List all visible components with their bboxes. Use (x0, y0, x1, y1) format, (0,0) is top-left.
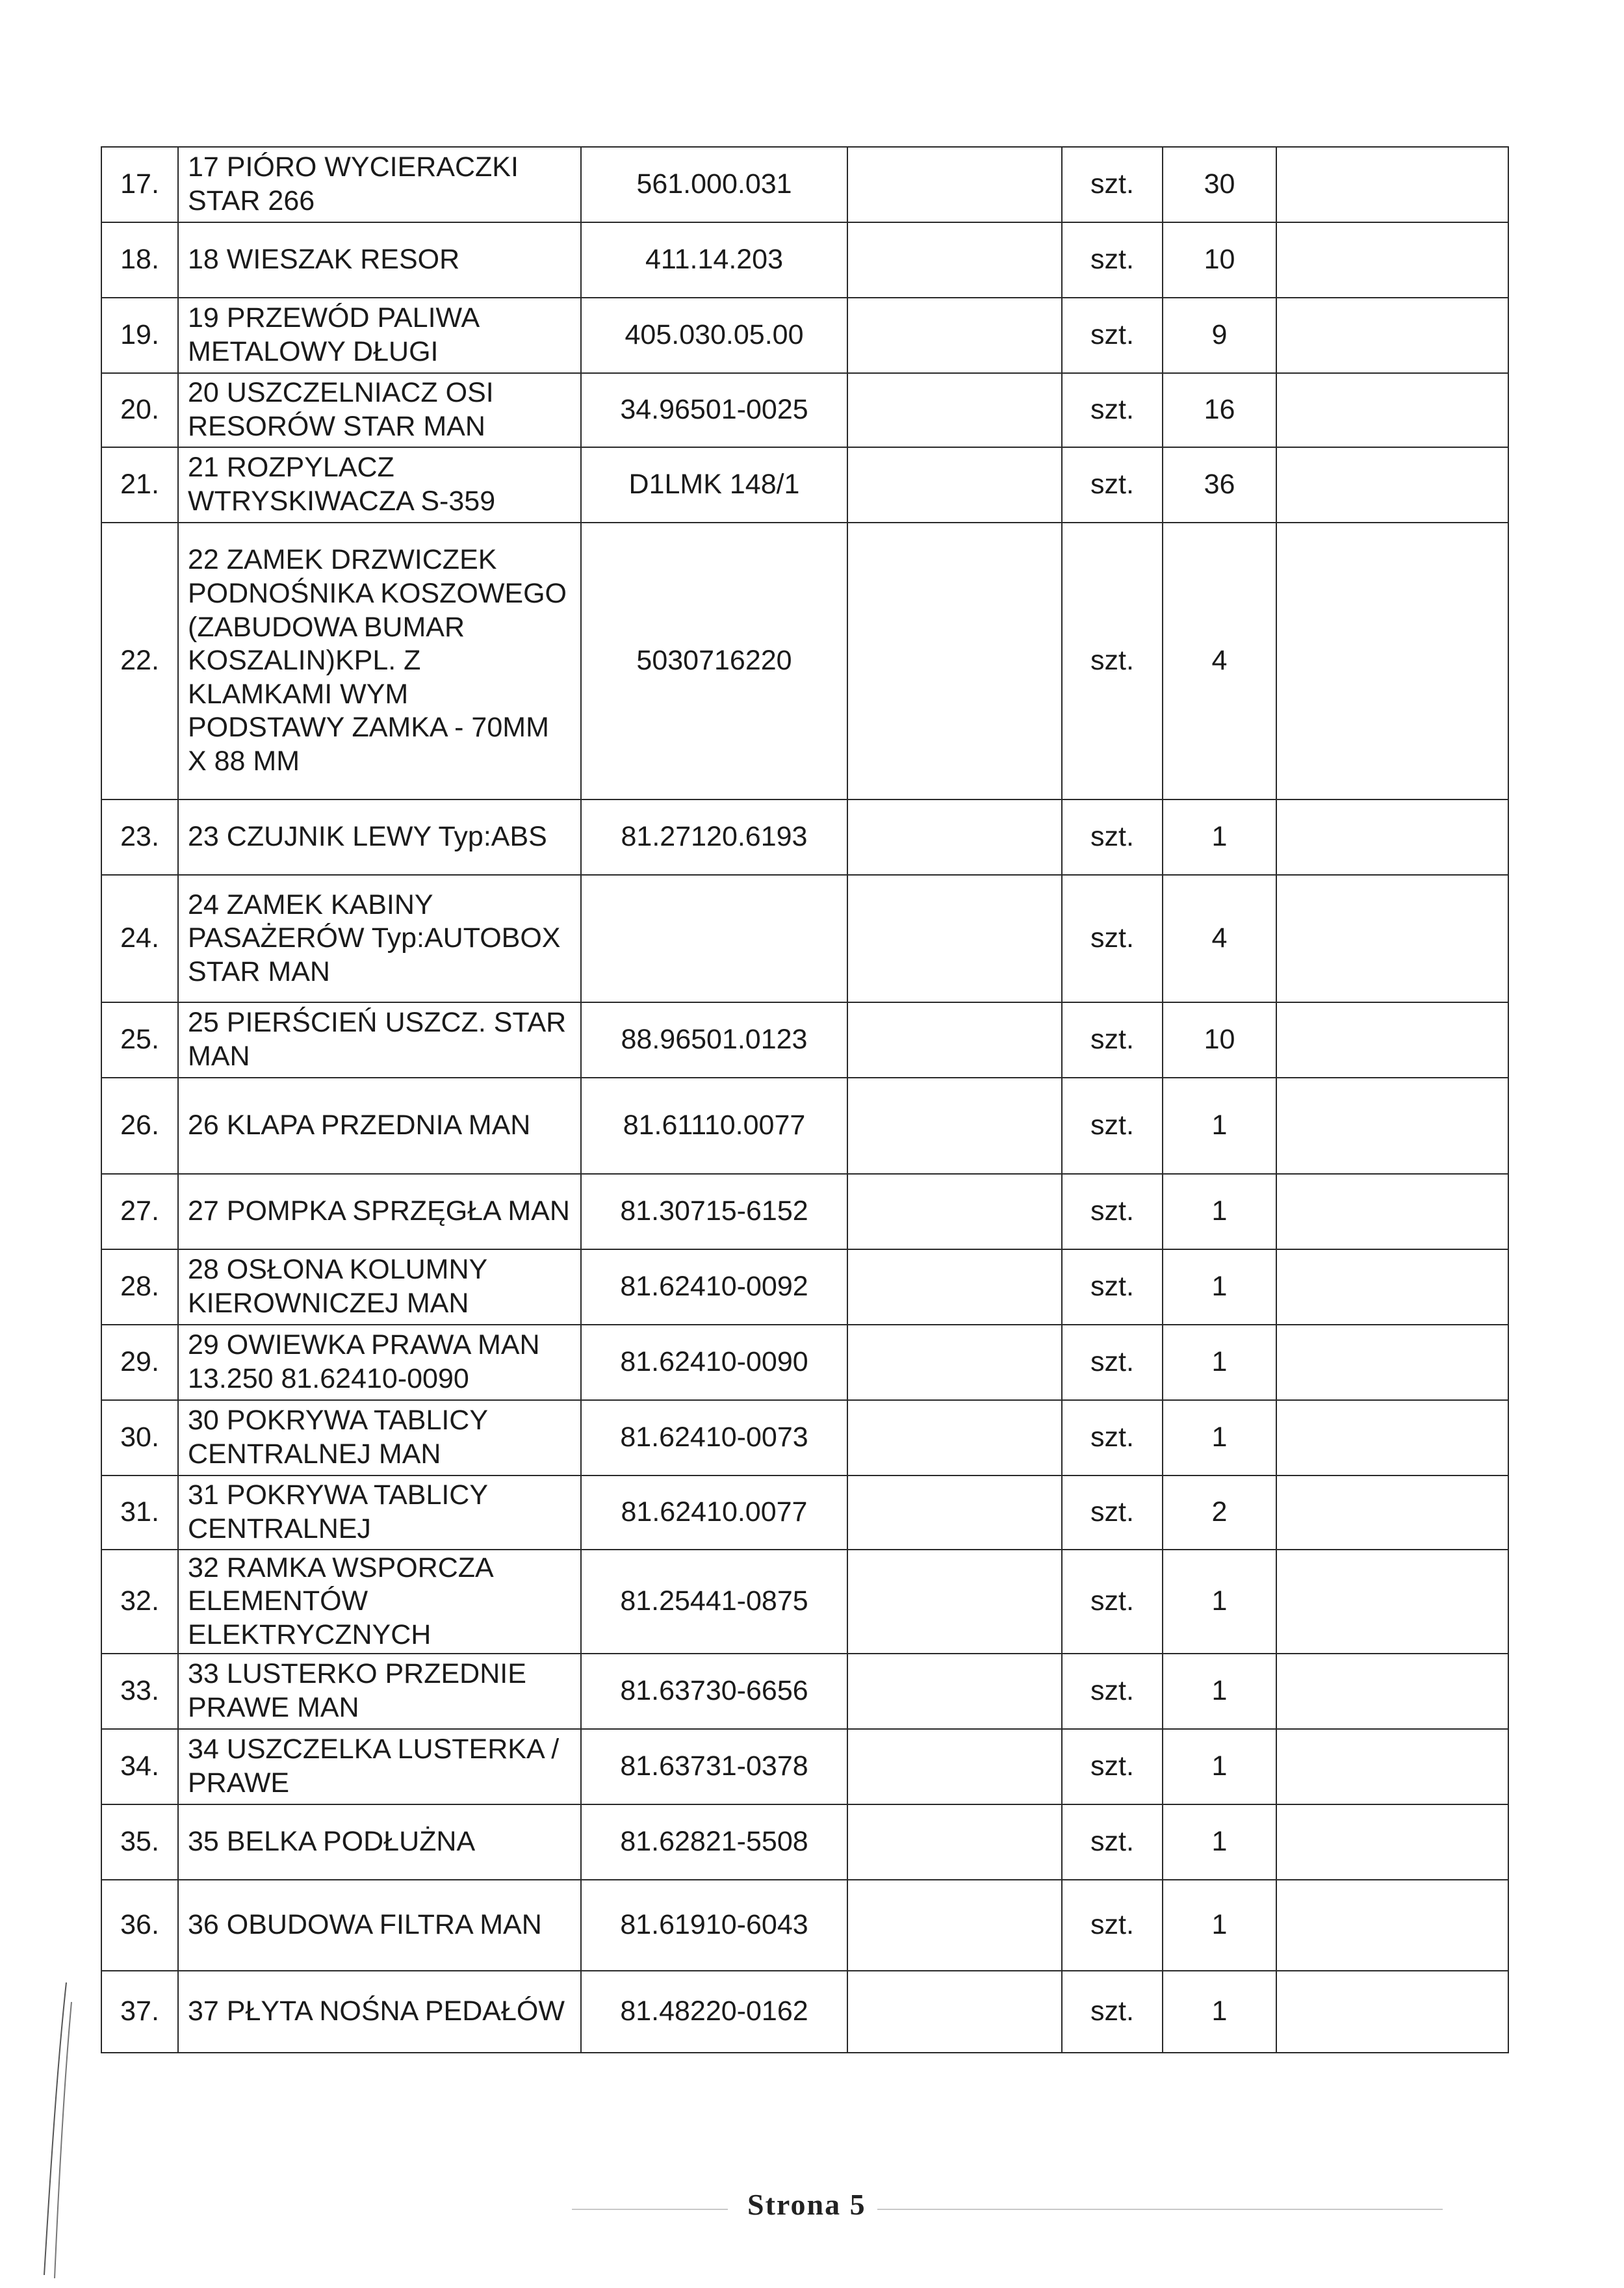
blank-cell (847, 1729, 1062, 1804)
blank-cell (847, 1078, 1062, 1174)
row-number: 36. (101, 1880, 178, 1971)
part-code: 81.62410.0077 (581, 1476, 847, 1550)
row-number: 19. (101, 298, 178, 373)
blank-cell (1276, 1729, 1508, 1804)
part-code: 81.25441-0875 (581, 1550, 847, 1654)
part-name: 18 WIESZAK RESOR (178, 222, 581, 298)
quantity: 10 (1163, 222, 1276, 298)
blank-cell (1276, 523, 1508, 800)
row-number: 29. (101, 1325, 178, 1400)
row-number: 27. (101, 1174, 178, 1249)
blank-cell (1276, 447, 1508, 523)
row-number: 37. (101, 1971, 178, 2053)
unit: szt. (1062, 1654, 1163, 1729)
unit: szt. (1062, 800, 1163, 875)
part-name: 36 OBUDOWA FILTRA MAN (178, 1880, 581, 1971)
row-number: 21. (101, 447, 178, 523)
quantity: 30 (1163, 147, 1276, 222)
blank-cell (1276, 1971, 1508, 2053)
unit: szt. (1062, 523, 1163, 800)
table-row (101, 1078, 1508, 1174)
row-number: 25. (101, 1002, 178, 1078)
quantity: 2 (1163, 1476, 1276, 1550)
unit: szt. (1062, 1804, 1163, 1880)
unit: szt. (1062, 1729, 1163, 1804)
row-number: 23. (101, 800, 178, 875)
part-name: 26 KLAPA PRZEDNIA MAN (178, 1078, 581, 1174)
quantity: 1 (1163, 800, 1276, 875)
row-number: 22. (101, 523, 178, 800)
blank-cell (847, 1400, 1062, 1476)
quantity: 1 (1163, 1971, 1276, 2053)
part-name: 20 USZCZELNIACZ OSI RESORÓW STAR MAN (178, 373, 581, 447)
part-code: 81.27120.6193 (581, 800, 847, 875)
table-row (101, 222, 1508, 298)
part-code: 88.96501.0123 (581, 1002, 847, 1078)
blank-cell (847, 1174, 1062, 1249)
margin-pen-mark (26, 1976, 78, 2282)
part-code: 81.61110.0077 (581, 1078, 847, 1174)
quantity: 1 (1163, 1654, 1276, 1729)
unit: szt. (1062, 875, 1163, 1002)
part-name: 21 ROZPYLACZ WTRYSKIWACZA S-359 (178, 447, 581, 523)
unit: szt. (1062, 147, 1163, 222)
blank-cell (847, 298, 1062, 373)
row-number: 17. (101, 147, 178, 222)
blank-cell (1276, 1880, 1508, 1971)
table-row (101, 1804, 1508, 1880)
blank-cell (847, 1550, 1062, 1654)
blank-cell (847, 800, 1062, 875)
quantity: 1 (1163, 1880, 1276, 1971)
table-row (101, 298, 1508, 373)
quantity: 1 (1163, 1550, 1276, 1654)
part-code: 81.62410-0073 (581, 1400, 847, 1476)
quantity: 4 (1163, 523, 1276, 800)
part-code: 81.63731-0378 (581, 1729, 847, 1804)
unit: szt. (1062, 1400, 1163, 1476)
table-row (101, 1729, 1508, 1804)
part-name: 28 OSŁONA KOLUMNY KIEROWNICZEJ MAN (178, 1249, 581, 1325)
unit: szt. (1062, 1476, 1163, 1550)
part-name: 34 USZCZELKA LUSTERKA / PRAWE (178, 1729, 581, 1804)
table-row (101, 1971, 1508, 2053)
unit: szt. (1062, 298, 1163, 373)
blank-cell (847, 1249, 1062, 1325)
part-code: 81.62410-0090 (581, 1325, 847, 1400)
row-number: 30. (101, 1400, 178, 1476)
blank-cell (1276, 298, 1508, 373)
part-code: 81.48220-0162 (581, 1971, 847, 2053)
part-name: 29 OWIEWKA PRAWA MAN 13.250 81.62410-0090 (178, 1325, 581, 1400)
blank-cell (1276, 1804, 1508, 1880)
table-row (101, 800, 1508, 875)
row-number: 20. (101, 373, 178, 447)
quantity: 1 (1163, 1804, 1276, 1880)
parts-table (101, 146, 1509, 2053)
unit: szt. (1062, 222, 1163, 298)
table-row (101, 1002, 1508, 1078)
unit: szt. (1062, 1550, 1163, 1654)
unit: szt. (1062, 447, 1163, 523)
blank-cell (1276, 1174, 1508, 1249)
unit: szt. (1062, 1971, 1163, 2053)
blank-cell (847, 875, 1062, 1002)
blank-cell (1276, 875, 1508, 1002)
table-row (101, 1550, 1508, 1654)
part-name: 24 ZAMEK KABINY PASAŻERÓW Typ:AUTOBOX STAR MAN (178, 875, 581, 1002)
table-row (101, 1249, 1508, 1325)
quantity: 1 (1163, 1078, 1276, 1174)
blank-cell (1276, 1078, 1508, 1174)
part-code: 81.62821-5508 (581, 1804, 847, 1880)
quantity: 16 (1163, 373, 1276, 447)
row-number: 31. (101, 1476, 178, 1550)
quantity: 10 (1163, 1002, 1276, 1078)
row-number: 26. (101, 1078, 178, 1174)
table-row (101, 447, 1508, 523)
quantity: 1 (1163, 1729, 1276, 1804)
part-name: 30 POKRYWA TABLICY CENTRALNEJ MAN (178, 1400, 581, 1476)
row-number: 32. (101, 1550, 178, 1654)
part-code: 405.030.05.00 (581, 298, 847, 373)
part-code: 81.62410-0092 (581, 1249, 847, 1325)
unit: szt. (1062, 1078, 1163, 1174)
blank-cell (847, 1476, 1062, 1550)
part-code: 411.14.203 (581, 222, 847, 298)
part-name: 17 PIÓRO WYCIERACZKI STAR 266 (178, 147, 581, 222)
part-name: 37 PŁYTA NOŚNA PEDAŁÓW (178, 1971, 581, 2053)
blank-cell (847, 1971, 1062, 2053)
blank-cell (847, 1002, 1062, 1078)
blank-cell (1276, 222, 1508, 298)
quantity: 1 (1163, 1249, 1276, 1325)
blank-cell (847, 147, 1062, 222)
part-code: 5030716220 (581, 523, 847, 800)
part-name: 27 POMPKA SPRZĘGŁA MAN (178, 1174, 581, 1249)
unit: szt. (1062, 373, 1163, 447)
part-code: 81.63730-6656 (581, 1654, 847, 1729)
unit: szt. (1062, 1249, 1163, 1325)
blank-cell (847, 1880, 1062, 1971)
part-code: 34.96501-0025 (581, 373, 847, 447)
part-name: 22 ZAMEK DRZWICZEK PODNOŚNIKA KOSZOWEGO (ZABUDOWA BUMAR KOSZALIN)KPL. Z KLAMKAMI WYM PODSTAWY ZAMKA - 70MM X 88 MM (178, 523, 581, 800)
blank-cell (1276, 373, 1508, 447)
row-number: 24. (101, 875, 178, 1002)
blank-cell (847, 447, 1062, 523)
table-row (101, 1174, 1508, 1249)
part-name: 35 BELKA PODŁUŻNA (178, 1804, 581, 1880)
unit: szt. (1062, 1174, 1163, 1249)
parts-table-body (101, 147, 1508, 2053)
blank-cell (1276, 1400, 1508, 1476)
table-row (101, 1654, 1508, 1729)
footer-rule-right (877, 2209, 1443, 2210)
table-row (101, 1476, 1508, 1550)
blank-cell (1276, 1476, 1508, 1550)
part-name: 19 PRZEWÓD PALIWA METALOWY DŁUGI (178, 298, 581, 373)
blank-cell (1276, 800, 1508, 875)
quantity: 4 (1163, 875, 1276, 1002)
blank-cell (1276, 1249, 1508, 1325)
blank-cell (847, 1325, 1062, 1400)
blank-cell (1276, 1325, 1508, 1400)
quantity: 1 (1163, 1325, 1276, 1400)
row-number: 28. (101, 1249, 178, 1325)
blank-cell (1276, 1550, 1508, 1654)
part-name: 23 CZUJNIK LEWY Typ:ABS (178, 800, 581, 875)
table-row (101, 523, 1508, 800)
table-row (101, 373, 1508, 447)
table-row (101, 147, 1508, 222)
row-number: 34. (101, 1729, 178, 1804)
blank-cell (847, 1654, 1062, 1729)
blank-cell (847, 523, 1062, 800)
unit: szt. (1062, 1002, 1163, 1078)
part-code: 561.000.031 (581, 147, 847, 222)
table-row (101, 1325, 1508, 1400)
blank-cell (847, 1804, 1062, 1880)
table-row (101, 1880, 1508, 1971)
blank-cell (1276, 1654, 1508, 1729)
table-row (101, 1400, 1508, 1476)
part-name: 31 POKRYWA TABLICY CENTRALNEJ (178, 1476, 581, 1550)
part-code: 81.30715-6152 (581, 1174, 847, 1249)
unit: szt. (1062, 1325, 1163, 1400)
part-code: D1LMK 148/1 (581, 447, 847, 523)
blank-cell (847, 222, 1062, 298)
quantity: 36 (1163, 447, 1276, 523)
part-name: 25 PIERŚCIEŃ USZCZ. STAR MAN (178, 1002, 581, 1078)
blank-cell (1276, 1002, 1508, 1078)
row-number: 18. (101, 222, 178, 298)
footer-rule-left (572, 2209, 728, 2210)
unit: szt. (1062, 1880, 1163, 1971)
table-row (101, 875, 1508, 1002)
part-name: 32 RAMKA WSPORCZA ELEMENTÓW ELEKTRYCZNYCH (178, 1550, 581, 1654)
row-number: 33. (101, 1654, 178, 1729)
quantity: 1 (1163, 1174, 1276, 1249)
page-number: Strona 5 (747, 2188, 866, 2221)
blank-cell (1276, 147, 1508, 222)
part-name: 33 LUSTERKO PRZEDNIE PRAWE MAN (178, 1654, 581, 1729)
quantity: 1 (1163, 1400, 1276, 1476)
row-number: 35. (101, 1804, 178, 1880)
blank-cell (847, 373, 1062, 447)
part-code (581, 875, 847, 1002)
part-code: 81.61910-6043 (581, 1880, 847, 1971)
quantity: 9 (1163, 298, 1276, 373)
